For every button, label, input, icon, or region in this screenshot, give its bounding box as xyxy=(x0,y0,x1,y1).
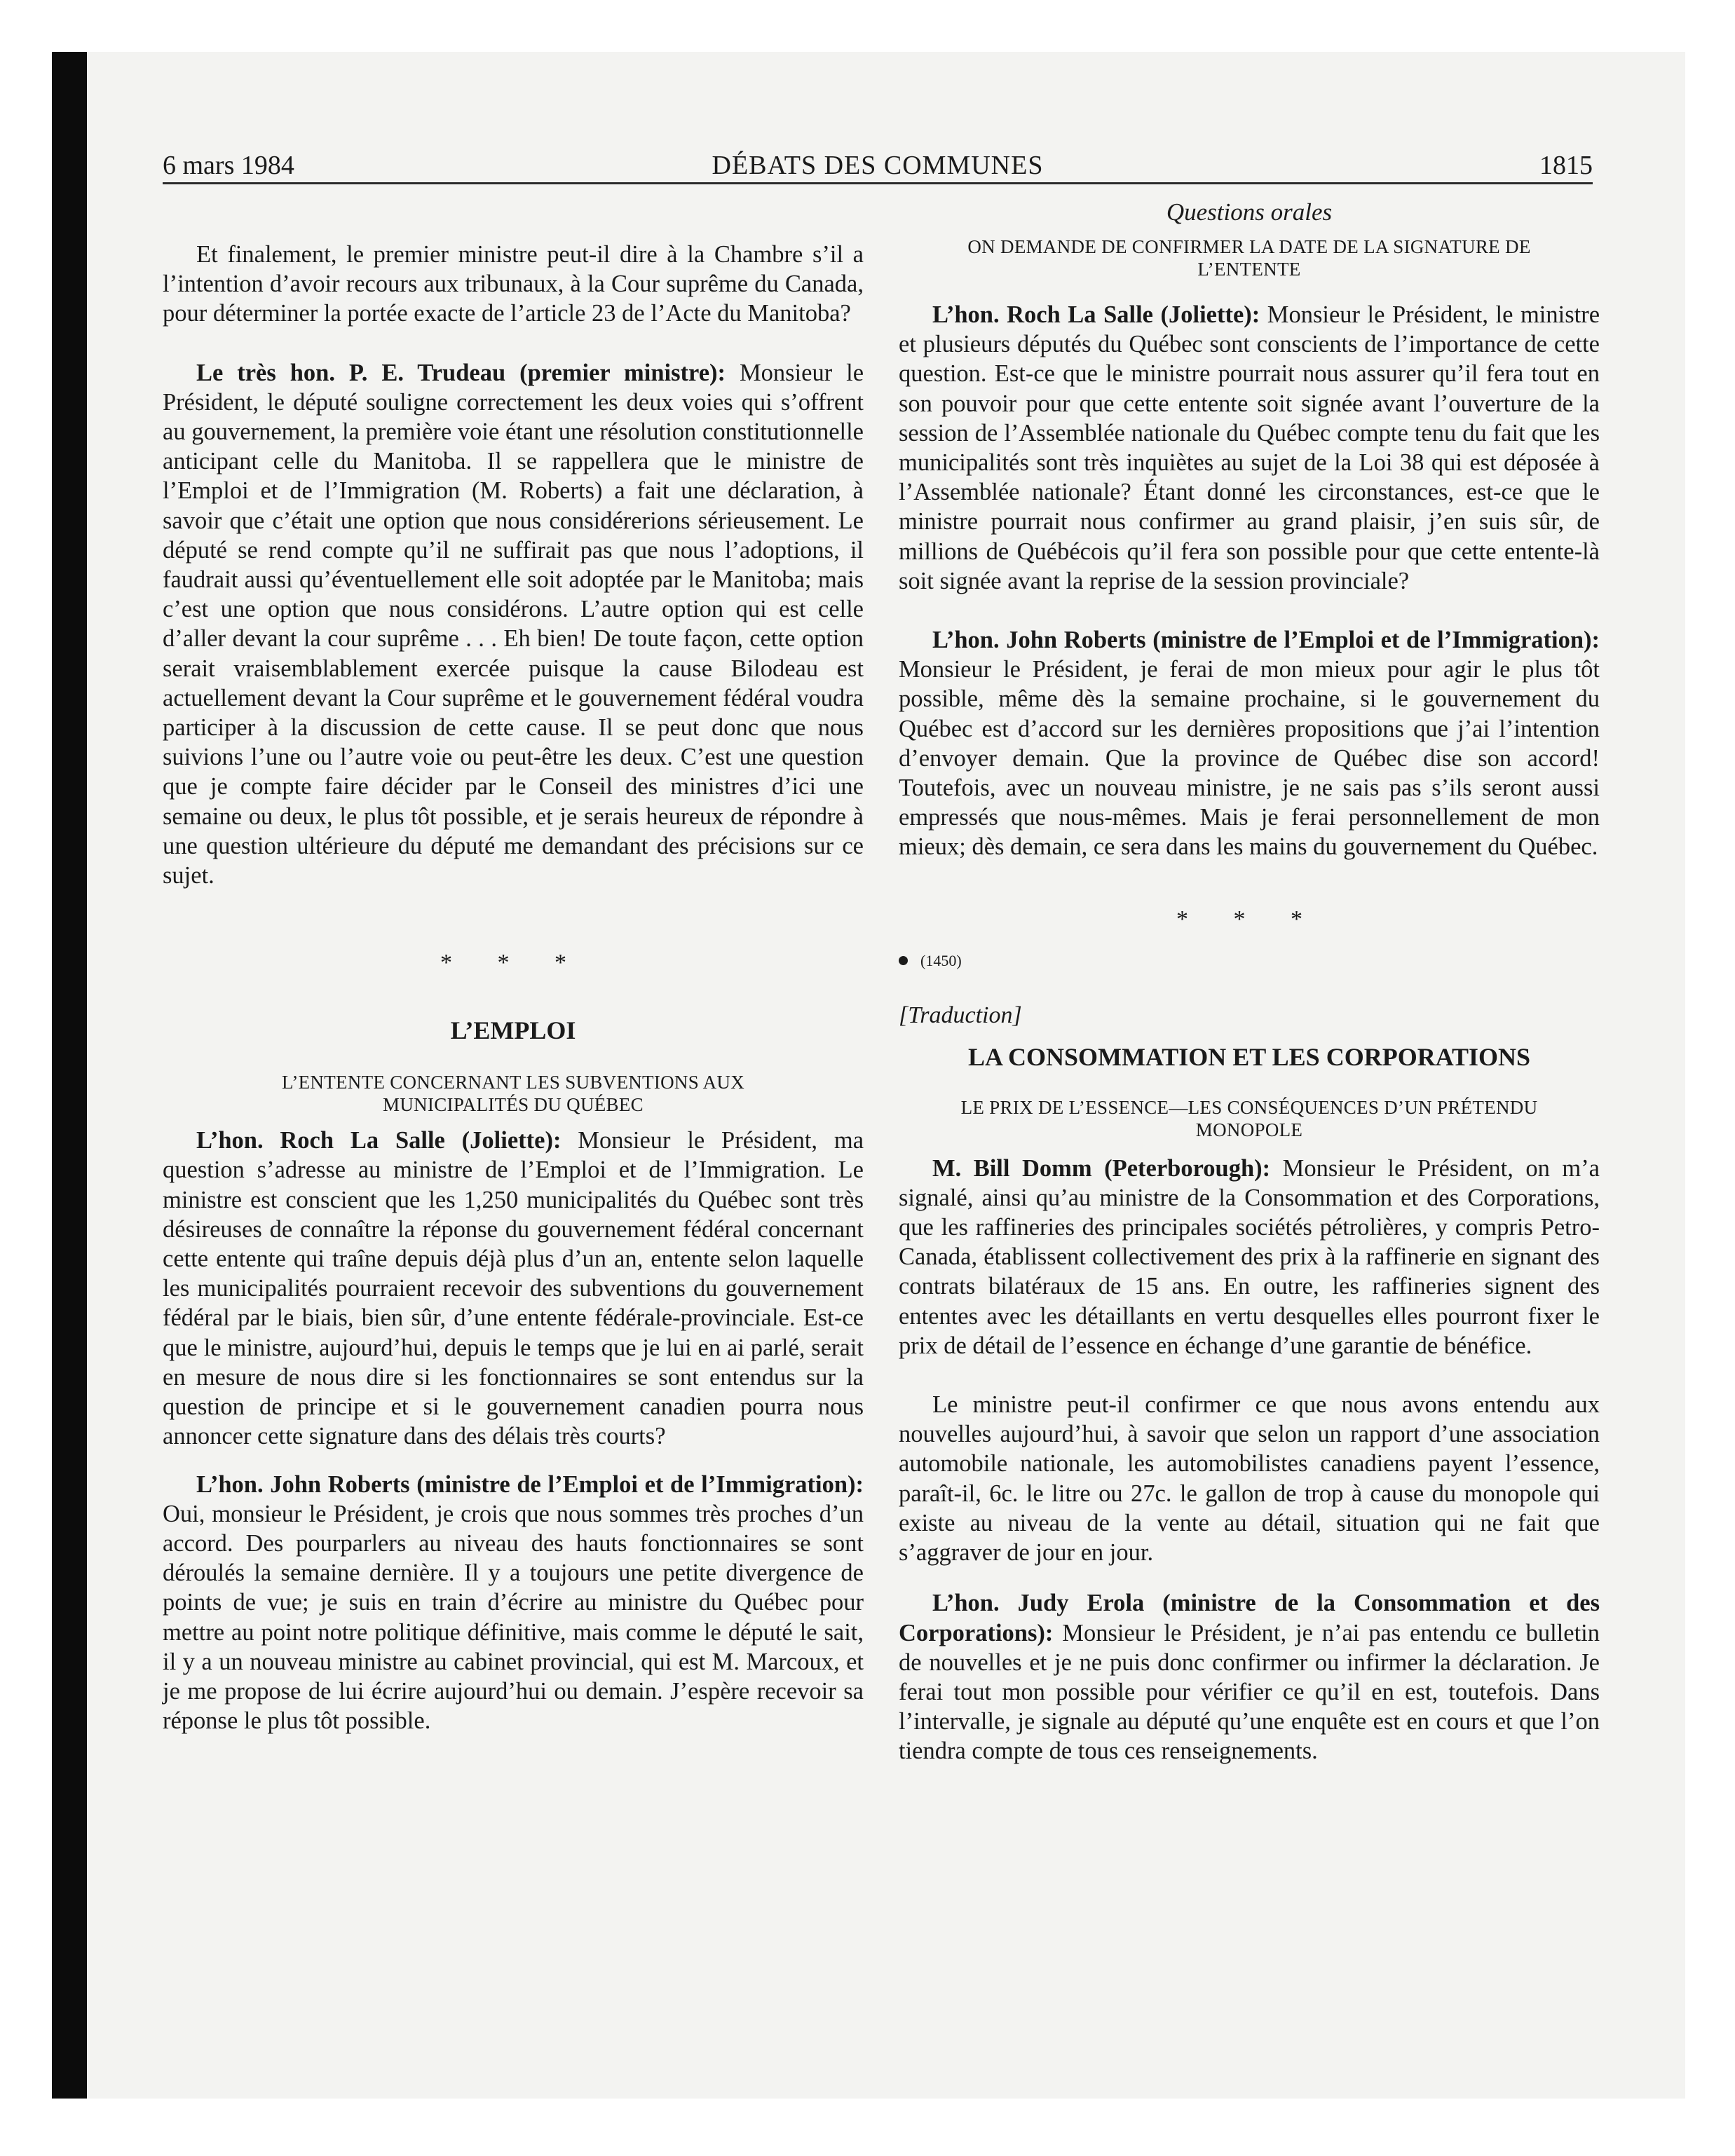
speaker-lasalle: L’hon. Roch La Salle (Joliette): xyxy=(196,1127,562,1154)
header-date: 6 mars 1984 xyxy=(163,151,294,180)
paragraph-domm xyxy=(899,1154,1600,1360)
subheading-subventions: L’ENTENTE CONCERNANT LES SUBVENTIONS AUX MUNICIPALITÉS DU QUÉBEC xyxy=(282,1072,744,1116)
translation-label: [Traduction] xyxy=(899,1002,1022,1028)
paragraph-domm-2: Le ministre peut-il confirmer ce que nous avons entendu aux nouvelles aujourd’hui, à savoir que selon un rapport d’une association automobile nationale, les automobilistes canadiens payent l’essence, paraît-il, 6c. le litre ou 27c. le gallon de trop à cause du monopole qui existe au niveau de la vente au détail, situation qui ne fait que s’aggraver de jour en jour. xyxy=(899,1391,1600,1567)
section-separator: * * * xyxy=(440,950,586,976)
speech-erola: Monsieur le Président, je n’ai pas entendu ce bulletin de nouvelles et je ne puis donc confirmer ou infirmer la déclaration. Je ferai tout mon possible pour vérifier ce qu’il en est, toutefois. Dans l’intervalle, je signale au député qu’une enquête est en cours et que l’on tiendra compte de tous ces renseignements. xyxy=(899,1619,1600,1765)
speaker-lasalle-2: L’hon. Roch La Salle (Joliette): xyxy=(932,301,1260,328)
right-column xyxy=(899,196,1600,1766)
section-separator-2: * * * xyxy=(1176,906,1322,932)
paragraph-lasalle-2 xyxy=(899,300,1600,596)
section-title-consommation: LA CONSOMMATION ET LES CORPORATIONS xyxy=(967,1042,1531,1071)
page-number: 1815 xyxy=(1539,151,1593,180)
timestamp-text: (1450) xyxy=(920,951,962,969)
section-title-emploi: L’EMPLOI xyxy=(450,1016,576,1045)
left-column xyxy=(163,196,864,1735)
speech-trudeau: Monsieur le Président, le député souligne correctement les deux voies qui s’offrent au gouvernement, la première voie étant une résolution constitutionnelle anticipant celle du Manitoba. Il se rappellera que le ministre de l’Emploi et de l’Immigration (M. Roberts) a fait une déclaration, à savoir que c’était une option que nous considérerions sérieusement. Le député se rend compte qu’il ne suffirait pas que nous l’adoptions, il faudrait aussi qu’éventuellement elle soit adoptée par le Manitoba; mais c’est une option que nous considérons. L’autre option qui est celle d’aller devant la cour suprême . . . Eh bien! De toute façon, cette option serait vraisemblablement exercée puisque la cause Bilodeau est actuellement devant la Cour suprême et le gouvernement fédéral voudra participer à la discussion de cette cause. Il se peut donc que nous suivions l’une ou l’autre voie ou peut-être les deux. C’est une question que je compte faire décider par le Conseil des ministres d’ici une semaine ou deux, le plus tôt possible, et je serais heureux de répondre à une question ultérieure du député me demandant des précisions sur ce sujet. xyxy=(163,359,864,889)
speech-roberts-2: Monsieur le Président, je ferai de mon mieux pour agir le plus tôt possible, même dès la semaine prochaine, si le gouvernement du Québec est d’accord sur les dernières propositions que j’ai l’intention d’envoyer demain. Que la province de Québec dise son accord! Toutefois, avec un nouveau ministre, je ne sais pas s’ils seront aussi empressés que nous-mêmes. Mais je ferai personnellement de mon mieux; dès demain, ce sera dans les mains du gouvernement du Québec. xyxy=(899,656,1600,861)
speech-domm: Monsieur le Président, on m’a signalé, ainsi qu’au ministre de la Consommation et des Corporations, que les raffineries des principales sociétés pétrolières, y compris Petro-Canada, établissent collectivement des prix à la raffinerie en signant des contrats bilatéraux de 15 ans. En outre, les raffineries signent des ententes avec les détaillants en vertu desquelles elles pourront fixer le prix de détail de l’essence en échange d’une garantie de bénéfice. xyxy=(899,1154,1600,1359)
paragraph-trudeau xyxy=(163,358,864,891)
speaker-trudeau: Le très hon. P. E. Trudeau (premier ministre): xyxy=(196,359,726,386)
section-label-questions: Questions orales xyxy=(1166,198,1333,226)
speaker-erola: L’hon. Judy Erola (ministre de la Consommation et des Corporations): xyxy=(899,1590,1600,1646)
paragraph-roberts-2 xyxy=(899,625,1600,862)
speaker-roberts-2: L’hon. John Roberts (ministre de l’Emploi et de l’Immigration): xyxy=(932,627,1600,654)
speaker-roberts: L’hon. John Roberts (ministre de l’Emploi et de l’Immigration): xyxy=(196,1471,864,1498)
paragraph-erola xyxy=(899,1588,1600,1766)
header-title: DÉBATS DES COMMUNES xyxy=(712,151,1044,180)
subheading-signature: ON DEMANDE DE CONFIRMER LA DATE DE LA SIGNATURE DE L’ENTENTE xyxy=(967,236,1531,280)
binding-edge xyxy=(52,52,87,2099)
bullet-icon xyxy=(899,956,908,965)
translation-note xyxy=(899,1001,1600,1030)
speech-lasalle-2: Monsieur le Président, le ministre et plusieurs députés du Québec sont conscients de l’importance de cette question. Est-ce que le ministre pourrait nous assurer qu’il fera tout en son pouvoir pour que cette entente soit signée avant l’ouverture de la session de l’Assemblée nationale du Québec compte tenu du fait que les municipalités sont très inquiètes au sujet de la Loi 38 qui est déposée à l’Assemblée nationale? Étant donné les circonstances, est-ce que le ministre pourrait nous confirmer au grand plaisir, j’en suis sûr, de millions de Québécois qu’il fera son possible pour que cette entente-là soit signée avant la reprise de la session provinciale? xyxy=(899,301,1600,594)
speech-roberts: Oui, monsieur le Président, je crois que nous sommes très proches d’un accord. Des pourparlers au niveau des hauts fonctionnaires se sont déroulés la semaine dernière. Il y a toujours une petite divergence de points de vue; je suis en train d’écrire au ministre du Québec pour mettre au point notre politique définitive, mais comme le député le sait, il y a un nouveau ministre au cabinet provincial, qui est M. Marcoux, et je me propose de lui écrire aujourd’hui ou demain. J’espère recevoir sa réponse le plus tôt possible. xyxy=(163,1500,864,1735)
speaker-domm: M. Bill Domm (Peterborough): xyxy=(932,1154,1271,1182)
paragraph-lasalle xyxy=(163,1126,864,1451)
running-header xyxy=(163,146,1593,184)
timestamp-marker xyxy=(899,950,1600,971)
subheading-essence: LE PRIX DE L’ESSENCE—LES CONSÉQUENCES D’UN PRÉTENDU MONOPOLE xyxy=(960,1096,1538,1140)
speech-lasalle: Monsieur le Président, ma question s’adresse au ministre de l’Emploi et de l’Immigration. Le ministre est conscient que les 1,250 municipalités du Québec sont très désireuses de connaître la réponse du gouvernement fédéral concernant cette entente qui traîne depuis déjà plus d’un an, entente selon laquelle les municipalités pourraient recevoir des subventions du gouvernement fédéral par le biais, bien sûr, d’une entente fédérale-provinciale. Est-ce que le ministre, aujourd’hui, depuis le temps que je lui en ai parlé, serait en mesure de nous dire si les fonctionnaires se sont entendus sur la question de principe et si le gouvernement canadien pourra nous annoncer cette signature dans des délais très courts? xyxy=(163,1127,864,1450)
paragraph-intro: Et finalement, le premier ministre peut-il dire à la Chambre s’il a l’intention d’avoir recours aux tribunaux, à la Cour suprême du Canada, pour déterminer la portée exacte de l’article 23 de l’Acte du Manitoba? xyxy=(163,241,864,327)
paragraph-roberts xyxy=(163,1470,864,1736)
